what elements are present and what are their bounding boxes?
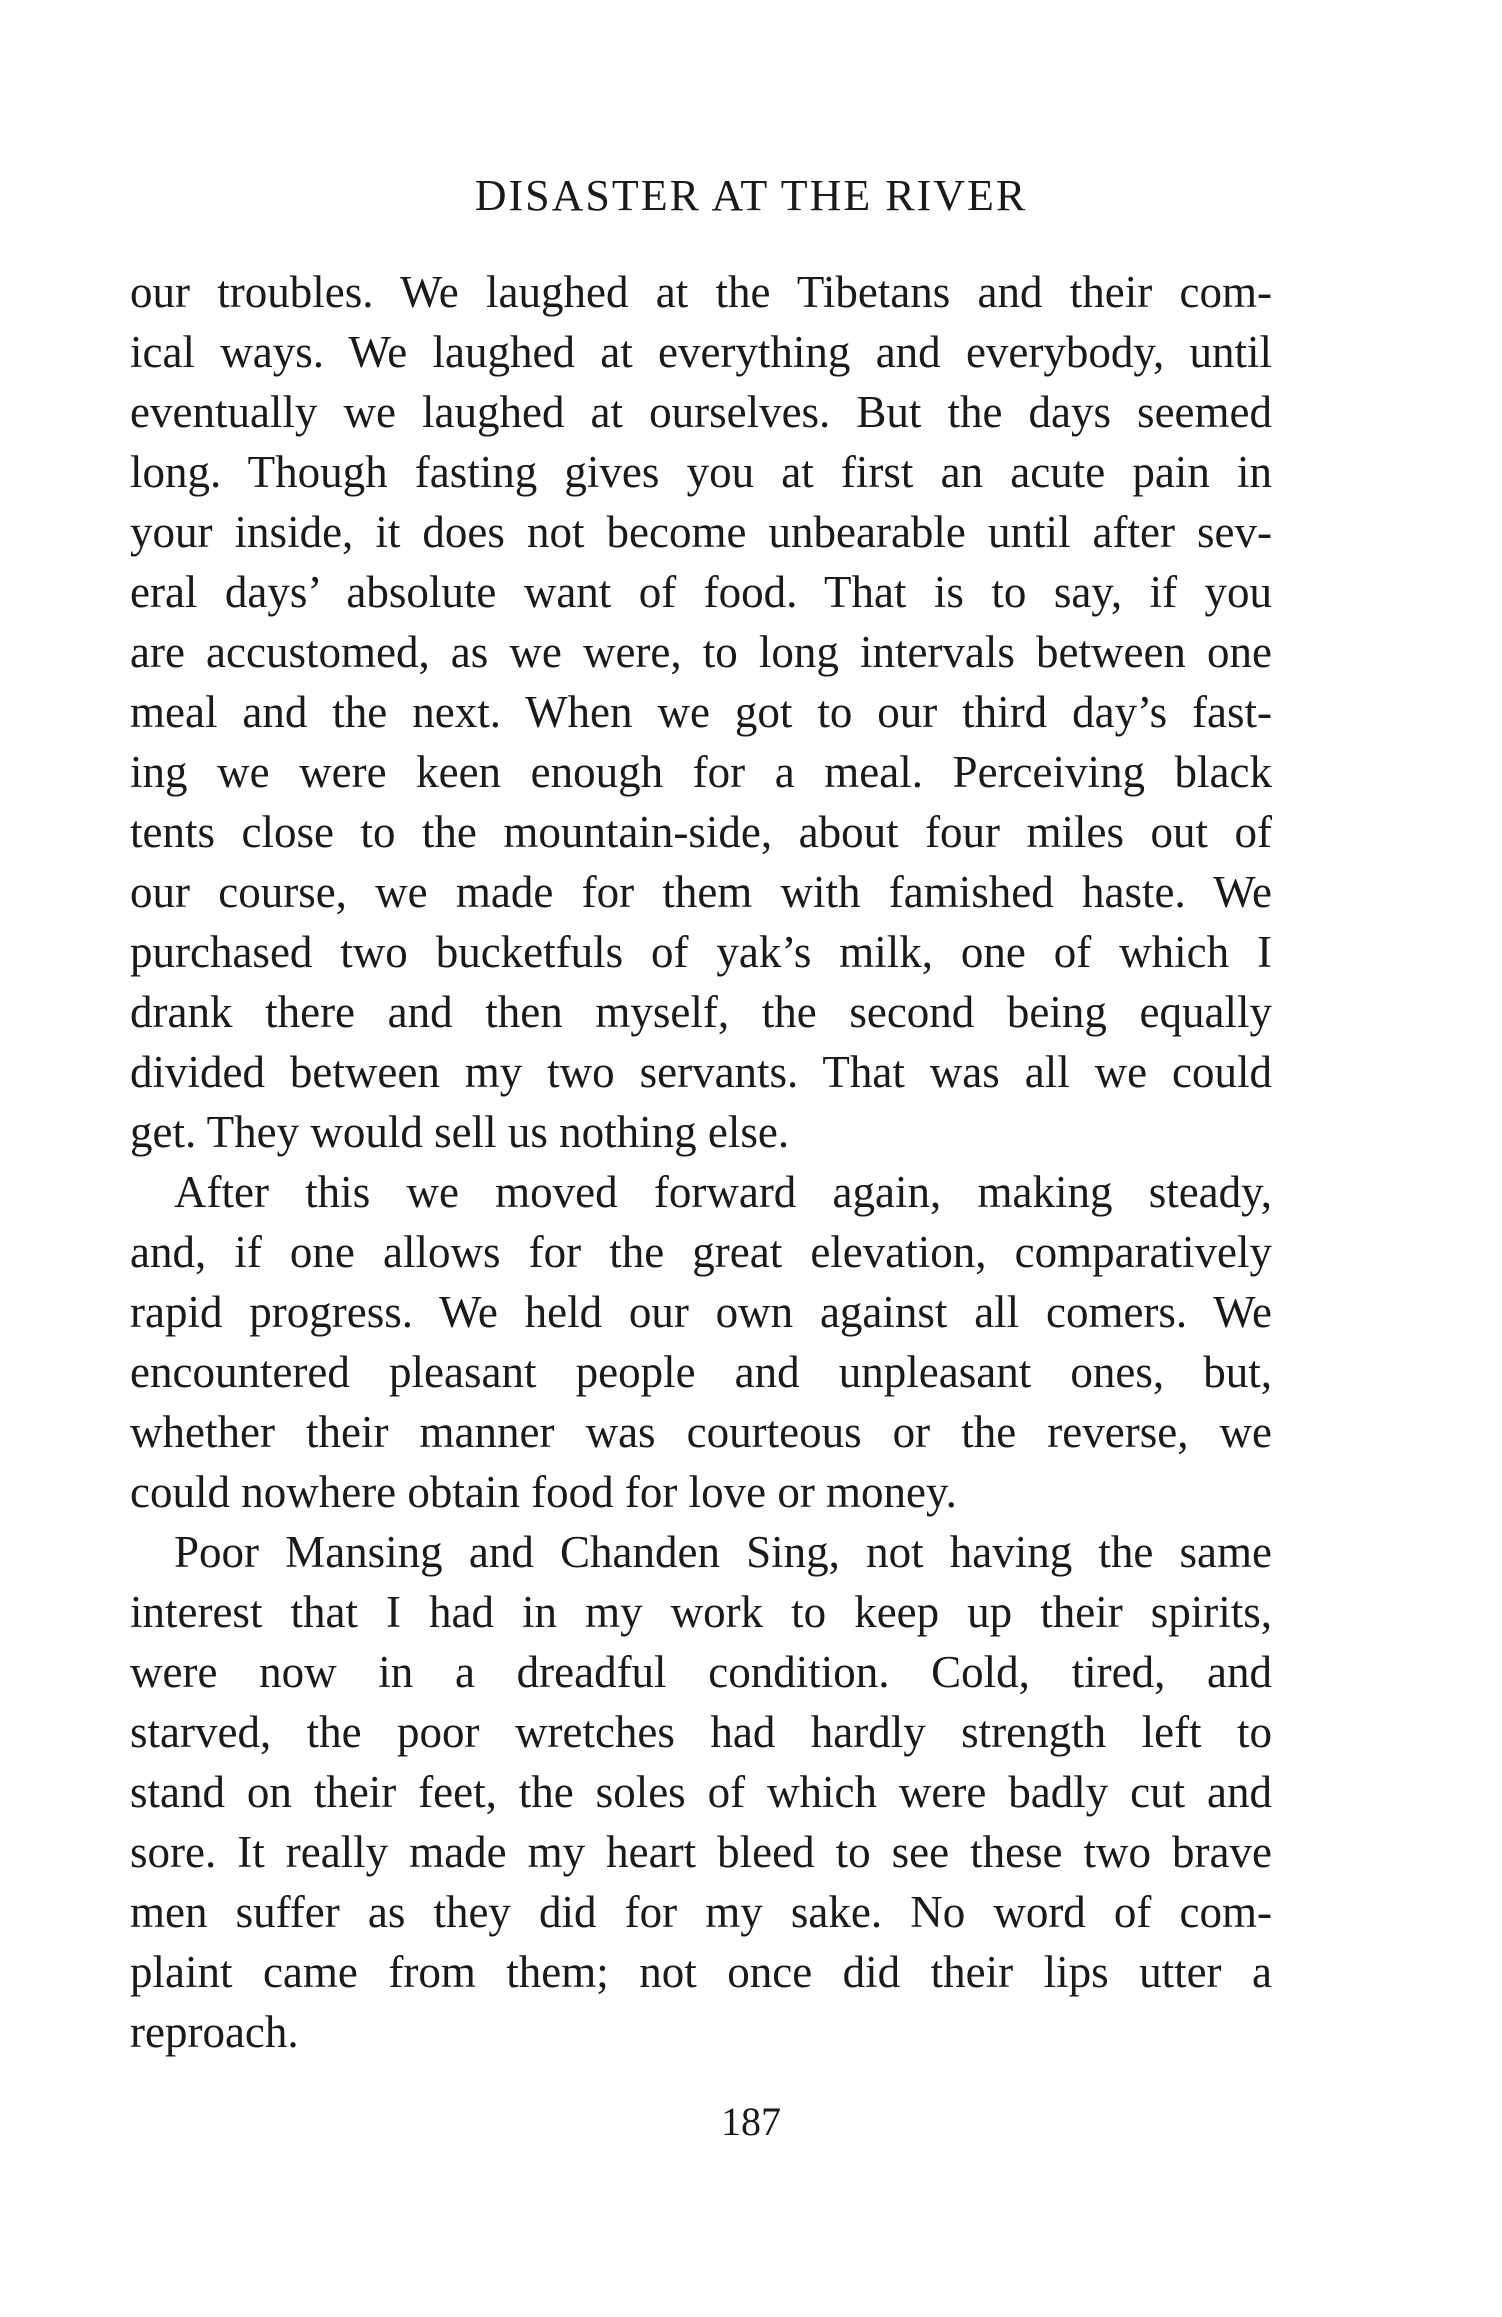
- text-line: tents close to the mountain-side, about four miles out of: [130, 807, 1272, 857]
- text-line: purchased two bucketfuls of yak’s milk, one of which I: [130, 927, 1272, 977]
- text-line: starved, the poor wretches had hardly strength left to: [130, 1707, 1272, 1757]
- text-line: are accustomed, as we were, to long intervals between one: [130, 627, 1272, 677]
- text-line: sore. It really made my heart bleed to see these two brave: [130, 1827, 1272, 1877]
- text-line: stand on their feet, the soles of which were badly cut and: [130, 1767, 1272, 1817]
- text-line: meal and the next. When we got to our third day’s fast-: [130, 687, 1272, 737]
- text-line: were now in a dreadful condition. Cold, tired, and: [130, 1647, 1272, 1697]
- text-line: eventually we laughed at ourselves. But the days seemed: [130, 387, 1272, 437]
- text-line: reproach.: [130, 2007, 299, 2057]
- text-line: rapid progress. We held our own against all comers. We: [130, 1287, 1272, 1337]
- text-line: interest that I had in my work to keep up their spirits,: [130, 1587, 1272, 1637]
- text-line: plaint came from them; not once did their lips utter a: [130, 1947, 1272, 1997]
- body-text: [130, 262, 1272, 2062]
- text-line: long. Though fasting gives you at first an acute pain in: [130, 447, 1272, 497]
- text-line: get. They would sell us nothing else.: [130, 1107, 790, 1157]
- text-line: ical ways. We laughed at everything and everybody, until: [130, 327, 1272, 377]
- text-line: encountered pleasant people and unpleasant ones, but,: [130, 1347, 1272, 1397]
- text-line: our course, we made for them with famished haste. We: [130, 867, 1272, 917]
- page-number: 187: [721, 2099, 781, 2144]
- text-line: drank there and then myself, the second being equally: [130, 987, 1272, 1037]
- text-line: divided between my two servants. That was all we could: [130, 1047, 1272, 1097]
- text-line: men suffer as they did for my sake. No word of com-: [130, 1887, 1272, 1937]
- text-line: could nowhere obtain food for love or money.: [130, 1467, 957, 1517]
- text-line: our troubles. We laughed at the Tibetans and their com-: [130, 267, 1272, 317]
- text-line: and, if one allows for the great elevation, comparatively: [130, 1227, 1272, 1277]
- text-line: your inside, it does not become unbearable until after sev-: [130, 507, 1272, 557]
- text-line: eral days’ absolute want of food. That is to say, if you: [130, 567, 1272, 617]
- paragraph-start-line: Poor Mansing and Chanden Sing, not having the same: [174, 1527, 1272, 1577]
- text-line: whether their manner was courteous or the reverse, we: [130, 1407, 1272, 1457]
- paragraph-start-line: After this we moved forward again, making steady,: [174, 1167, 1272, 1217]
- running-head: DISASTER AT THE RIVER: [474, 171, 1028, 220]
- text-line: ing we were keen enough for a meal. Perceiving black: [130, 747, 1272, 797]
